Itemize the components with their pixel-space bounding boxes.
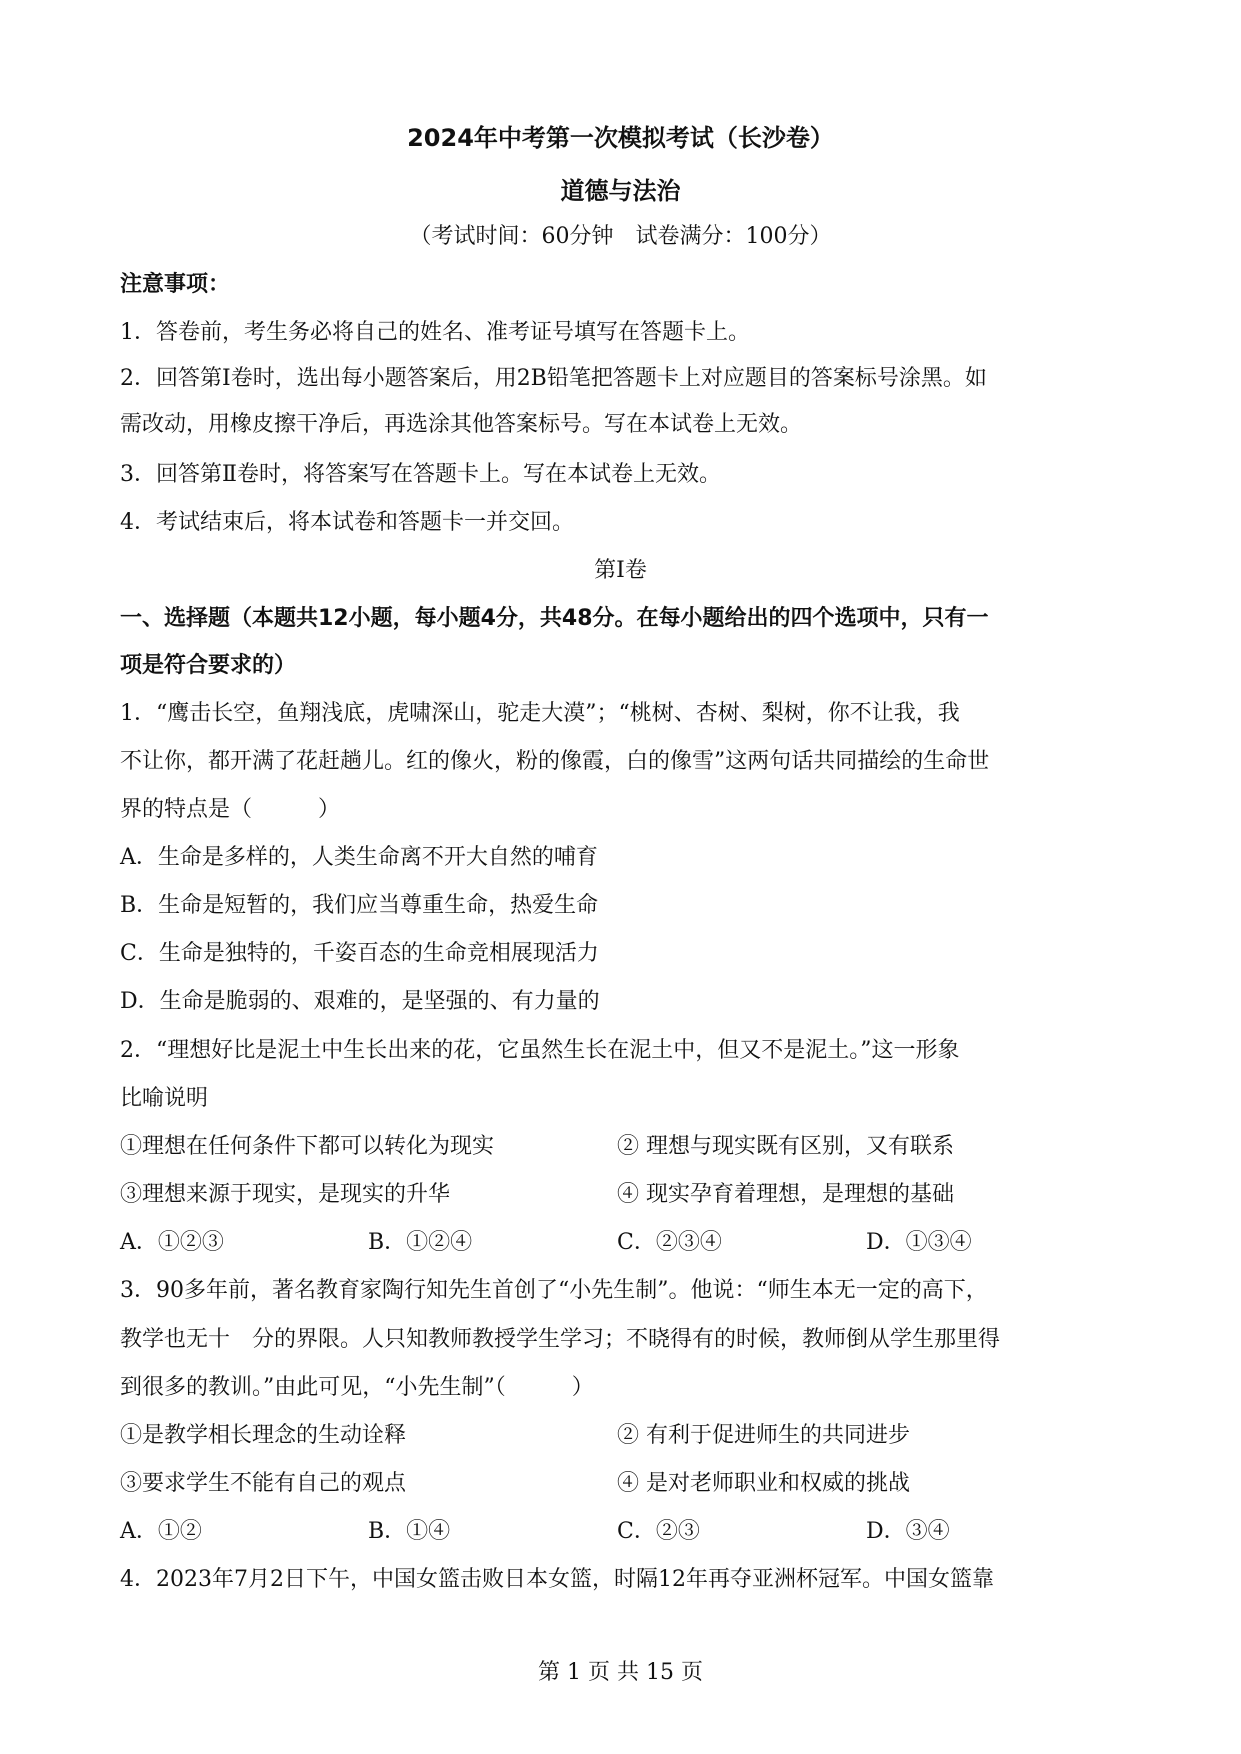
notice-item: 1．答卷前，考生务必将自己的姓名、准考证号填写在答题卡上。 bbox=[120, 320, 750, 345]
question-3-option-a: A．①② bbox=[120, 1519, 202, 1544]
question-2-statement: ③理想来源于现实，是现实的升华 bbox=[120, 1182, 451, 1207]
question-4-text: 4．2023年7月2日下午，中国女篮击败日本女篮，时隔12年再夺亚洲杯冠军。中国女篮靠 bbox=[120, 1567, 994, 1592]
notice-item: 4．考试结束后，将本试卷和答题卡一并交回。 bbox=[120, 510, 574, 535]
question-1-text: 不让你，都开满了花赶趟儿。红的像火，粉的像霞，白的像雪”这两句话共同描绘的生命世 bbox=[120, 749, 990, 774]
question-2-text: 比喻说明 bbox=[120, 1086, 209, 1111]
question-3-statement: ② 有利于促进师生的共同进步 bbox=[617, 1423, 910, 1448]
question-3-text: 教学也无十 分的界限。人只知教师教授学生学习；不晓得有的时候，教师倒从学生那里得 bbox=[120, 1327, 1001, 1352]
notice-item: 2．回答第Ⅰ卷时，选出每小题答案后，用2B铅笔把答题卡上对应题目的答案标号涂黑。如 bbox=[120, 366, 987, 391]
section-heading: 一、选择题（本题共12小题，每小题4分，共48分。在每小题给出的四个选项中，只有一 bbox=[120, 606, 989, 631]
question-3-statement: ④ 是对老师职业和权威的挑战 bbox=[617, 1471, 910, 1496]
question-1-option-d: D．生命是脆弱的、艰难的，是坚强的、有力量的 bbox=[120, 989, 600, 1014]
question-3-text: 到很多的教训。”由此可见，“小先生制”（ ） bbox=[120, 1375, 594, 1400]
question-2-option-c: C．②③④ bbox=[617, 1230, 722, 1255]
exam-title: 2024年中考第一次模拟考试（长沙卷） bbox=[407, 124, 834, 152]
exam-info: （考试时间：60分钟 试卷满分：100分） bbox=[409, 224, 832, 249]
notice-heading: 注意事项： bbox=[120, 272, 231, 297]
question-1-text: 界的特点是（ ） bbox=[120, 797, 341, 822]
question-3-option-c: C．②③ bbox=[617, 1519, 700, 1544]
question-3-option-b: B．①④ bbox=[368, 1519, 451, 1544]
volume-title: 第Ⅰ卷 bbox=[594, 558, 647, 583]
question-3-text: 3．90多年前，著名教育家陶行知先生首创了“小先生制”。他说：“师生本无一定的高下， bbox=[120, 1278, 988, 1303]
question-1-option-c: C．生命是独特的，千姿百态的生命竞相展现活力 bbox=[120, 941, 599, 966]
section-heading-cont: 项是符合要求的） bbox=[120, 653, 297, 678]
question-3-statement: ①是教学相长理念的生动诠释 bbox=[120, 1423, 407, 1448]
question-2-statement: ①理想在任何条件下都可以转化为现实 bbox=[120, 1134, 495, 1159]
notice-item: 需改动，用橡皮擦干净后，再选涂其他答案标号。写在本试卷上无效。 bbox=[120, 412, 803, 437]
page-footer: 第 1 页 共 15 页 bbox=[538, 1660, 703, 1685]
question-2-statement: ② 理想与现实既有区别，又有联系 bbox=[617, 1134, 954, 1159]
question-3-option-d: D．③④ bbox=[866, 1519, 950, 1544]
question-2-option-d: D．①③④ bbox=[866, 1230, 972, 1255]
question-2-text: 2．“理想好比是泥土中生长出来的花，它虽然生长在泥土中，但又不是泥土。”这一形象 bbox=[120, 1038, 960, 1063]
subject-title: 道德与法治 bbox=[560, 177, 681, 205]
question-1-text: 1．“鹰击长空，鱼翔浅底，虎啸深山，驼走大漠”；“桃树、杏树、梨树，你不让我，我 bbox=[120, 701, 960, 726]
question-1-option-a: A．生命是多样的，人类生命离不开大自然的哺育 bbox=[120, 845, 598, 870]
notice-item: 3．回答第Ⅱ卷时，将答案写在答题卡上。写在本试卷上无效。 bbox=[120, 462, 721, 487]
question-1-option-b: B．生命是短暂的，我们应当尊重生命，热爱生命 bbox=[120, 893, 599, 918]
question-2-statement: ④ 现实孕育着理想，是理想的基础 bbox=[617, 1182, 954, 1207]
question-3-statement: ③要求学生不能有自己的观点 bbox=[120, 1471, 407, 1496]
question-2-option-b: B．①②④ bbox=[368, 1230, 473, 1255]
question-2-option-a: A．①②③ bbox=[120, 1230, 224, 1255]
